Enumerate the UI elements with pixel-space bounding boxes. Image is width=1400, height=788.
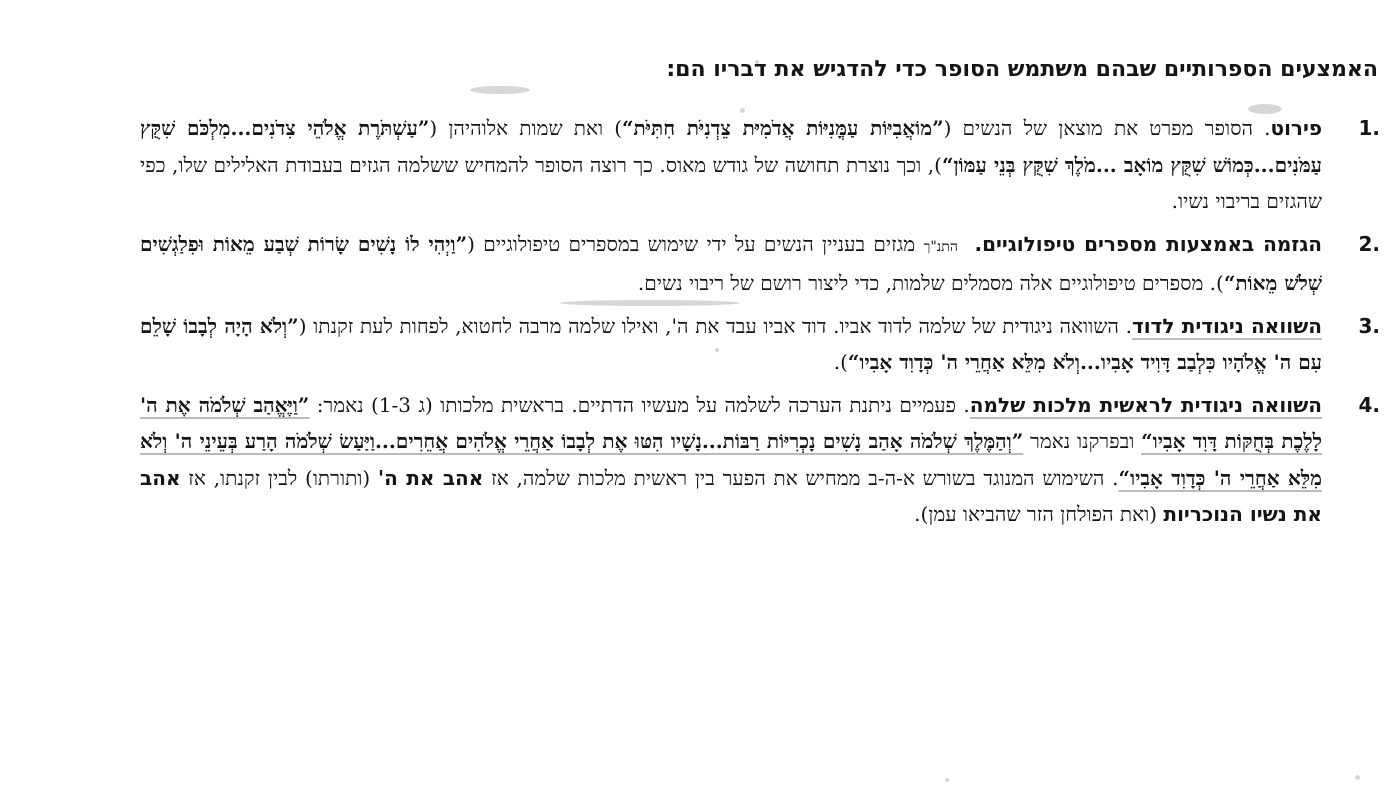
emphasis-text: אהב את ה' bbox=[377, 465, 484, 490]
item-text: ובפרקנו נאמר bbox=[1023, 429, 1142, 453]
bible-quote: ”וַיְהִי לוֹ נָשִׁים שָׂרוֹת שְׁבַע מֵאוֹת וּפִלַגְשִׁים שְׁלֹשׁ מֵאוֹת“ bbox=[140, 231, 1322, 295]
item-text: (ותורתו) לבין זקנתו, אז bbox=[180, 465, 378, 490]
item-text: ). bbox=[833, 350, 848, 374]
item-term: הגזמה באמצעות מספרים טיפולוגיים. bbox=[974, 231, 1322, 256]
item-text: ) ואת שמות אלוהיהן ( bbox=[429, 116, 623, 140]
item-text: ), וכך נוצרת תחושה של גודש מאוס. כך רוצה הסופר להמחיש ששלמה הגזים בעבודת האלילים שלו, כפי שהגזים בריבוי נשיו. bbox=[140, 152, 1322, 213]
item-number: .2 bbox=[1358, 231, 1380, 256]
item-number: .3 bbox=[1358, 313, 1380, 338]
emphasis-text: אהב את נשיו הנוכריות bbox=[140, 465, 1322, 526]
list-item-2 bbox=[140, 226, 1380, 302]
bible-quote: ”וְלֹא הָיָה לְבָבוֹ שָׁלֵם עִם ה' אֱלֹהָיו כִּלְבַב דָּוִיד אָבִיו...וְלֹא מִלֵּא אַחֲרֵי ה' כְּדָוִד אָבִיו“ bbox=[140, 313, 1322, 374]
item-text: מגזים בעניין הנשים על ידי שימוש במספרים טיפולוגיים ( bbox=[467, 231, 924, 256]
item-number: .1 bbox=[1358, 116, 1380, 140]
bible-quote: ”וַיֶּאֱהַב שְׁלֹמֹה אֶת ה' לָלֶכֶת בְּחֻקּוֹת דָּוִד אָבִיו“ bbox=[140, 392, 1323, 453]
cut-off-top-line bbox=[360, 0, 1000, 8]
item-text: ). מספרים טיפולוגיים אלה מסמלים שלמות, כדי ליצור רושם של ריבוי נשים. bbox=[637, 271, 1224, 295]
item-term: פירוט bbox=[1270, 116, 1323, 140]
page-heading: האמצעים הספרותיים שבהם משתמש הסופר כדי להדגיש את דבריו הם: bbox=[666, 57, 1378, 82]
item-text: (ואת הפולחן הזר שהביאו עמן). bbox=[914, 502, 1164, 526]
item-text: . השימוש המנוגד בשורש א-ה-ב ממחיש את הפער בין ראשית מלכות שלמה, אז bbox=[483, 465, 1119, 490]
bible-quote: ”מוֹאֲבִיּוֹת עַמֳּנִיּוֹת אֲדֹמִיּת צֵדְנִיֹּת חִתִּיֹּת“ bbox=[622, 116, 944, 140]
list-item-3 bbox=[140, 308, 1380, 381]
item-term: השוואה ניגודית לדוד bbox=[1131, 313, 1322, 338]
list-item-4 bbox=[140, 387, 1380, 533]
item-term: השוואה ניגודית לראשית מלכות שלמה bbox=[969, 392, 1322, 417]
list-item-1 bbox=[140, 110, 1380, 220]
item-text: התנ"ך bbox=[923, 238, 958, 255]
bible-quote: ”עַשְׁתֹּרֶת אֱלֹהֵי צִדֹנִים...מִלְכֹּם שִׁקֻּץ עַמֹּנִים...כְּמוֹשׁ שִׁקֻּץ מוֹאָב ...מֹלֶךְ שִׁקֻּץ בְּנֵי עַמּוֹן“ bbox=[140, 116, 1323, 177]
item-text: . פעמיים ניתנת הערכה לשלמה על מעשיו הדתיים. בראשית מלכותו (ג 1-3) נאמר: bbox=[309, 392, 970, 417]
item-text: . הסופר מפרט את מוצאן של הנשים ( bbox=[943, 116, 1271, 140]
item-number: .4 bbox=[1358, 392, 1380, 417]
bible-quote: ”וְהַמֶּלֶךְ שְׁלֹמֹה אָהַב נָשִׁים נָכְרִיּוֹת רַבּוֹת...נָשָׁיו הִטּוּ אֶת לְבָבוֹ אַחֲרֵי אֱלֹהִים אֲחֵרִים...וַיַּעַשׂ שְׁלֹמֹה הָרַע בְּעֵינֵי ה' וְלֹא מִלֵּא אַחֲרֵי ה' כְּדָוִד אָבִיו“ bbox=[140, 429, 1322, 490]
numbered-list bbox=[140, 110, 1380, 539]
item-text: . השוואה ניגודית של שלמה לדוד אביו. דוד אביו עבד את ה', ואילו שלמה מרבה לחטוא, לפחות לעת זקנתו ( bbox=[298, 313, 1132, 338]
